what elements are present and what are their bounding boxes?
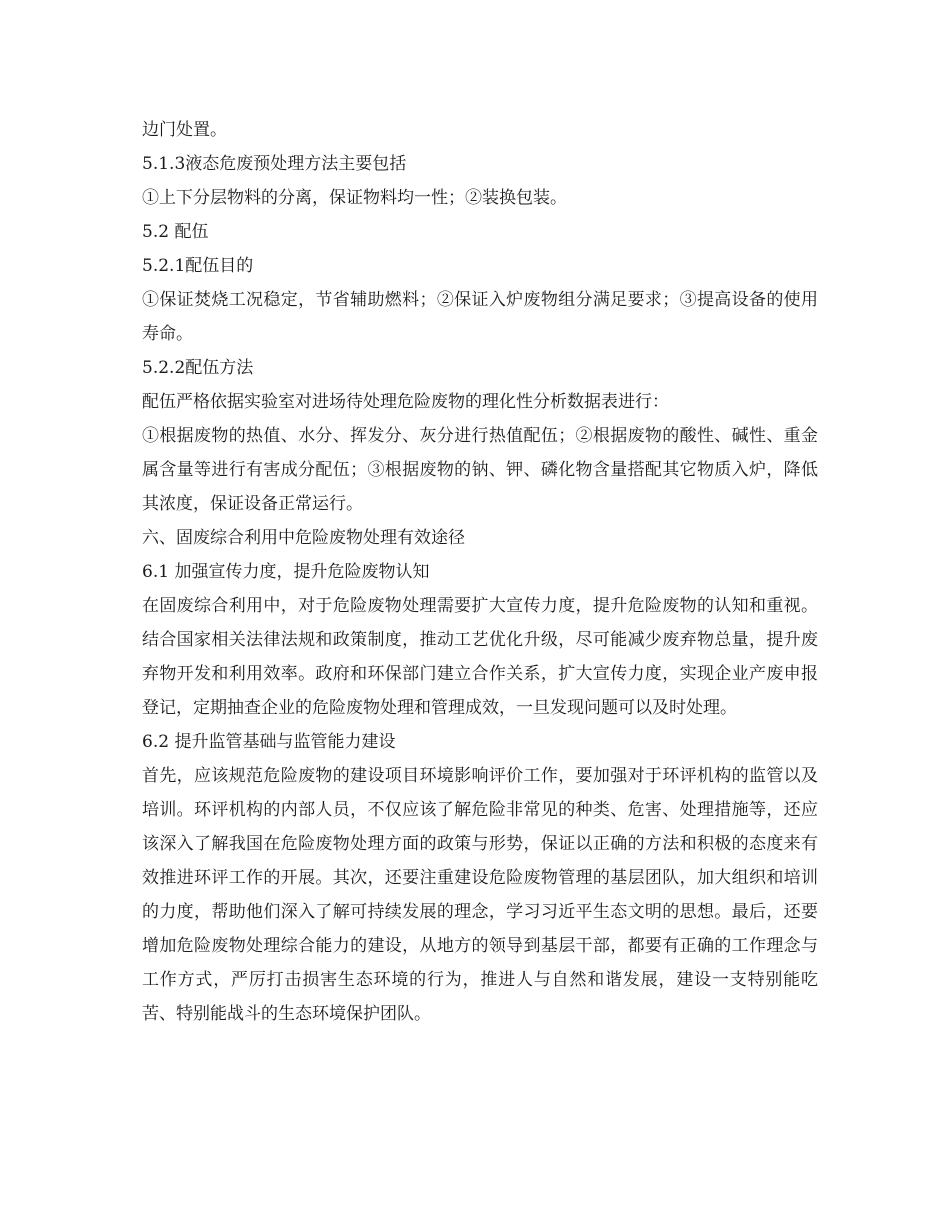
paragraph-ratio-basis: 配伍严格依据实验室对进场待处理危险废物的理化性分析数据表进行： — [142, 392, 669, 412]
paragraph-6-1: 在固废综合利用中，对于危险废物处理需要扩大宣传力度，提升危险废物的认知和重视。结合国家相关法律法规和政策制度，推动工艺优化升级，尽可能减少废弃物总量，提升废弃物开发和利用效率。政府和环保部门建立合作关系，扩大宣传力度，实现企业产废申报登记，定期抽查企业的危险废物处理和管理成效，一旦发现问题可以及时处理。 — [142, 596, 818, 718]
subsection-heading: 5.2.2配伍方法 — [142, 358, 254, 378]
subsection-heading: 5.2.1配伍目的 — [142, 256, 254, 276]
paragraph-ratio-goal: ①保证焚烧工况稳定，节省辅助燃料；②保证入炉废物组分满足要求；③提高设备的使用寿命。 — [142, 290, 818, 344]
paragraph-6-2: 首先，应该规范危险废物的建设项目环境影响评价工作，要加强对于环评机构的监管以及培训。环评机构的内部人员，不仅应该了解危险非常见的种类、危害、处理措施等，还应该深入了解我国在危险废物处理方面的政策与形势，保证以正确的方法和积极的态度来有效推进环评工作的开展。其次，还要注重建设危险废物管理的基层团队，加大组织和培训的力度，帮助他们深入了解可持续发展的理念，学习习近平生态文明的思想。最后，还要增加危险废物处理综合能力的建设，从地方的领导到基层干部，都要有正确的工作理念与工作方式，严厉打击损害生态环境的行为，推进人与自然和谐发展，建设一支特别能吃苦、特别能战斗的生态环境保护团队。 — [142, 766, 818, 1024]
chapter-heading: 六、固废综合利用中危险废物处理有效途径 — [142, 528, 465, 548]
document-body — [142, 113, 818, 1031]
text-line: ①上下分层物料的分离，保证物料均一性；②装换包装。 — [142, 188, 567, 208]
section-heading: 5.2 配伍 — [142, 222, 209, 242]
text-line: 边门处置。 — [142, 120, 227, 140]
section-heading: 6.2 提升监管基础与监管能力建设 — [142, 732, 396, 752]
paragraph-ratio-steps: ①根据废物的热值、水分、挥发分、灰分进行热值配伍；②根据废物的酸性、碱性、重金属含量等进行有害成分配伍；③根据废物的钠、钾、磷化物含量搭配其它物质入炉，降低其浓度，保证设备正常运行。 — [142, 426, 818, 514]
section-heading: 6.1 加强宣传力度，提升危险废物认知 — [142, 562, 430, 582]
subsection-heading: 5.1.3液态危废预处理方法主要包括 — [142, 154, 407, 174]
